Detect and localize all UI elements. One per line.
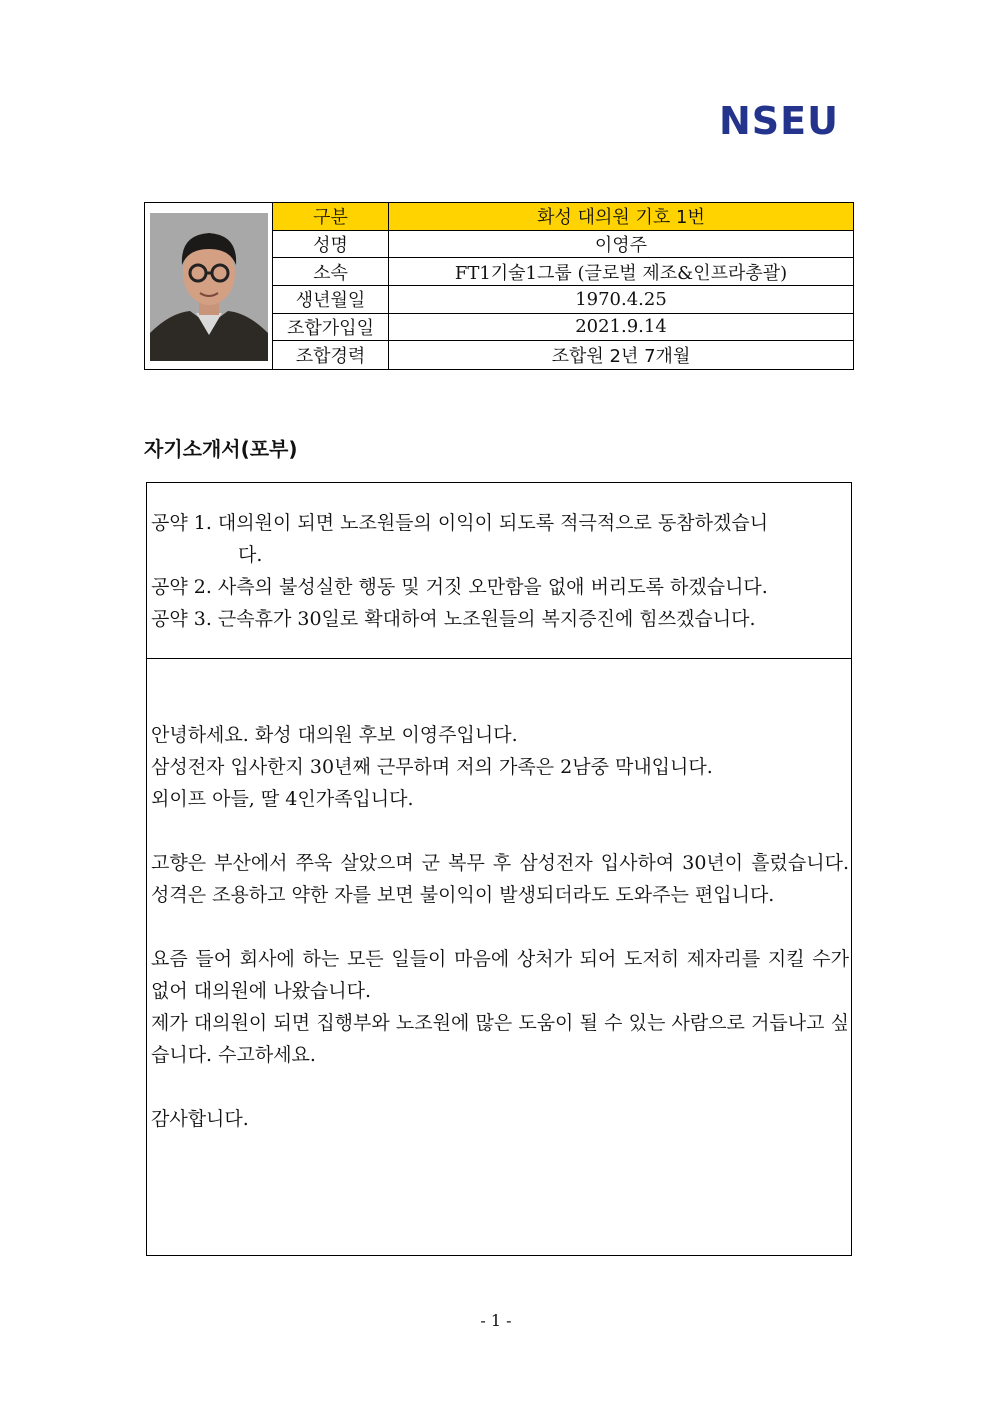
candidate-photo (150, 213, 268, 361)
row-value: 화성 대의원 기호 1번 (389, 203, 853, 230)
row-label: 조합가입일 (273, 314, 389, 341)
nseu-logo: NSEU (719, 99, 839, 143)
row-value: FT1기술1그룹 (글로벌 제조&인프라총괄) (454, 262, 788, 284)
pledges-section (147, 483, 851, 659)
row-label: 조합경력 (273, 341, 389, 369)
introduction-section (151, 719, 849, 1135)
row-name (273, 231, 853, 259)
pledge-3: 공약 3. 근속휴가 30일로 확대하여 노조원들의 복지증진에 힘쓰겠습니다. (151, 608, 756, 630)
intro-paragraph: 요즘 들어 회사에 하는 모든 일들이 마음에 상처가 되어 도저히 제자리를 지킬 수가 없어 대의원에 나왔습니다. (151, 948, 849, 1002)
intro-paragraph: 삼성전자 입사한지 30년째 근무하며 저의 가족은 2남중 막내입니다. (151, 756, 713, 778)
closing-line: 감사합니다. (151, 1108, 249, 1130)
row-category (273, 203, 853, 231)
intro-paragraph: 안녕하세요. 화성 대의원 후보 이영주입니다. (151, 724, 518, 746)
row-label: 소속 (273, 258, 389, 285)
row-affiliation (273, 258, 853, 286)
photo-cell (145, 203, 273, 369)
page-number: - 1 - (480, 1311, 512, 1330)
row-join-date (273, 314, 853, 342)
intro-paragraph: 외이프 아들, 딸 4인가족입니다. (151, 788, 414, 810)
statement-box (146, 482, 852, 1256)
portrait-image (150, 213, 268, 361)
row-value: 이영주 (594, 234, 648, 256)
row-value: 2021.9.14 (575, 316, 667, 338)
intro-paragraph: 제가 대의원이 되면 집행부와 노조원에 많은 도움이 될 수 있는 사람으로 거듭나고 싶습니다. 수고하세요. (151, 1012, 849, 1066)
row-label: 성명 (273, 231, 389, 258)
section-title: 자기소개서(포부) (144, 437, 298, 461)
row-label: 생년월일 (273, 286, 389, 313)
profile-rows (273, 203, 853, 369)
pledge-2: 공약 2. 사측의 불성실한 행동 및 거짓 오만함을 없애 버리도록 하겠습니다. (151, 576, 768, 598)
row-value: 조합원 2년 7개월 (551, 346, 691, 368)
row-label: 구분 (273, 203, 389, 230)
row-value: 1970.4.25 (575, 288, 667, 310)
row-union-career (273, 341, 853, 369)
pledge-1: 공약 1. 대의원이 되면 노조원들의 이익이 되도록 적극적으로 동참하겠습니 (151, 512, 769, 534)
profile-table (144, 202, 854, 370)
row-birthdate (273, 286, 853, 314)
pledge-1-continued: 다. (238, 544, 263, 566)
intro-paragraph: 고향은 부산에서 쭈욱 살았으며 군 복무 후 삼성전자 입사하여 30년이 흘렀습니다. 성격은 조용하고 약한 자를 보면 불이익이 발생되더라도 도와주는 편입니다. (151, 852, 849, 906)
